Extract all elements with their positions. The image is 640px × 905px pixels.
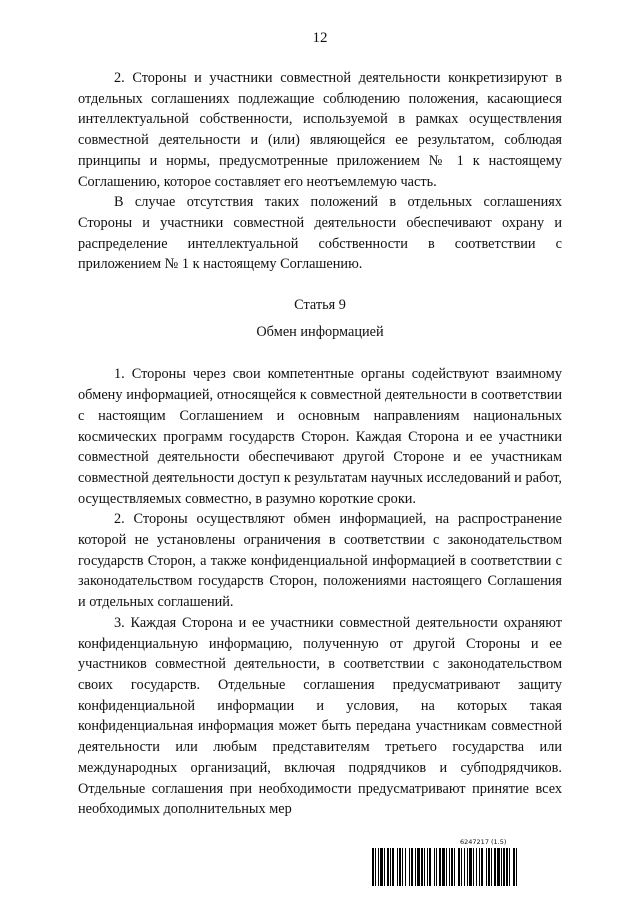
barcode [372,838,590,888]
paragraph: В случае отсутствия таких положений в отдельных соглашениях Стороны и участники совместной деятельности обеспечивают охрану и распределение интеллектуальной собственности в соответствии с приложением № 1 к настоящему Соглашению. [78,194,562,273]
page-number: 12 [312,30,328,46]
paragraph: 2. Стороны осуществляют обмен информацией, на распространение которой не установлены ограничения в соответствии с законодательством государств Сторон, а также конфиденциальной информацией в соответствии с законодательством государств Сторон, положениями настоящего Соглашения и отдельных соглашений. [78,511,562,611]
barcode-code: 6247217 (1.5) [460,838,507,846]
paragraph: 3. Каждая Сторона и ее участники совместной деятельности охраняют конфиденциальную информацию, полученную от другой Стороны и ее участников совместной деятельности, в соответствии с законодательством своих государств. Отдельные соглашения предусматривают защиту конфиденциальной информации и условия, на которых такая конфиденциальная информация может быть передана участникам совместной деятельности или любым представителям третьего государства или международных организаций, включая подрядчиков и субподрядчиков. Отдельные соглашения при необходимости предусматривают принятие всех необходимых дополнительных мер [78,614,562,818]
article-number: Статья 9 [294,297,346,314]
paragraph: 2. Стороны и участники совместной деятельности конкретизируют в отдельных соглашениях подлежащие соблюдению положения, касающиеся интеллектуальной собственности, используемой в рамках осуществления совместной деятельности и (или) являющейся ее результатом, соблюдая принципы и нормы, предусмотренные приложением № 1 к настоящему Соглашению, которое составляет его неотъемлемую часть. [78,70,562,190]
paragraph: 1. Стороны через свои компетентные органы содействуют взаимному обмену информацией, относящейся к совместной деятельности в соответствии с настоящим Соглашением и основным направлениям национальных космических программ государств Сторон. Каждая Сторона и ее участники совместной деятельности обеспечивают другой Стороне и ее участникам совместной деятельности доступ к результатам научных исследований и работ, осуществляемых совместно, в разумно короткие сроки. [78,366,562,507]
document-body [78,68,562,820]
article-title: Обмен информацией [256,323,384,340]
barcode-image [372,848,590,886]
